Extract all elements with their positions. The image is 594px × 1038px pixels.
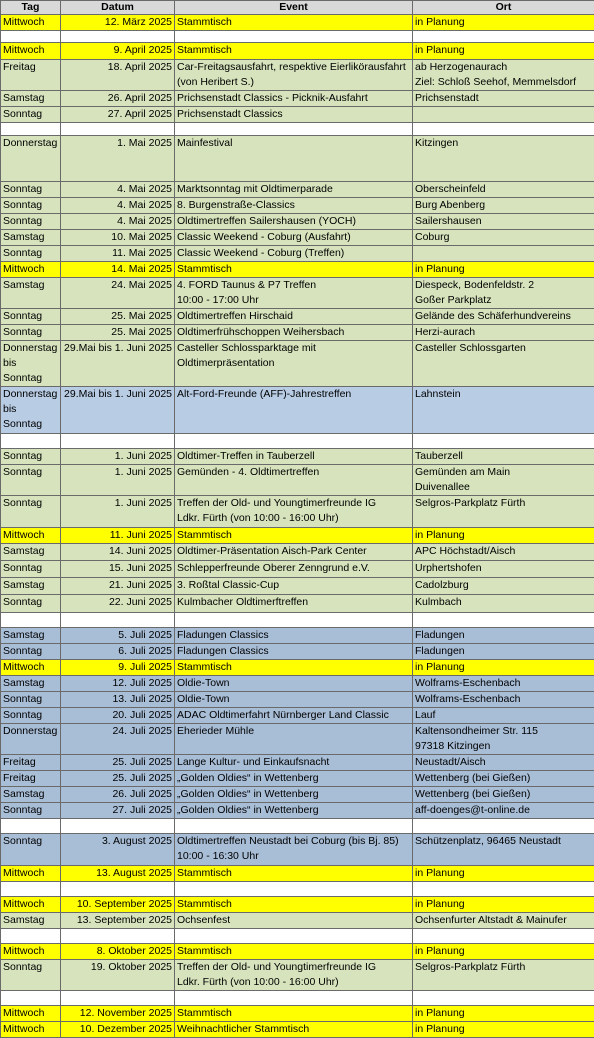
cell-event: Schlepperfreunde Oberer Zenngrund e.V. [175,561,413,578]
table-row [1,595,594,613]
cell-ort: aff-doenges@t-online.de [413,803,594,819]
cell-tag [1,819,61,834]
cell-ort: in Planung [413,1006,594,1022]
cell-ort: Selgros-Parkplatz Fürth [413,960,594,991]
table-row [1,1006,594,1022]
table-row [1,834,594,866]
cell-event: Stammtisch [175,528,413,544]
cell-ort: Diespeck, Bodenfeldstr. 2 Goßer Parkplatz [413,278,594,309]
cell-ort: in Planung [413,1022,594,1038]
table-row [1,246,594,262]
cell-datum: 25. Juli 2025 [61,771,175,787]
table-row [1,278,594,309]
cell-tag: Donnerstag [1,136,61,182]
cell-datum [61,929,175,944]
cell-event: Prichsenstadt Classics - Picknik-Ausfahrt [175,91,413,107]
cell-event: 4. FORD Taunus & P7 Treffen 10:00 - 17:00 Uhr [175,278,413,309]
cell-tag: Samstag [1,676,61,692]
cell-datum: 14. Juni 2025 [61,544,175,561]
cell-datum: 13. August 2025 [61,866,175,882]
cell-tag: Samstag [1,787,61,803]
table-row [1,866,594,882]
table-row [1,107,594,123]
cell-event: Oldtimertreffen Sailershausen (YOCH) [175,214,413,230]
cell-event: Stammtisch [175,897,413,913]
cell-event: 8. Burgenstraße-Classics [175,198,413,214]
cell-tag: Sonntag [1,496,61,528]
cell-ort: Wolframs-Eschenbach [413,676,594,692]
table-row [1,325,594,341]
cell-datum: 10. Dezember 2025 [61,1022,175,1038]
cell-datum: 24. Juli 2025 [61,724,175,755]
cell-event: „Golden Oldies“ in Wettenberg [175,771,413,787]
cell-tag: Sonntag [1,595,61,613]
cell-event: Stammtisch [175,866,413,882]
cell-event: Stammtisch [175,1006,413,1022]
cell-datum: 29.Mai bis 1. Juni 2025 [61,387,175,434]
cell-event [175,991,413,1006]
cell-event [175,929,413,944]
table-row [1,628,594,644]
table-row [1,708,594,724]
table-row [1,882,594,897]
cell-datum: 12. Juli 2025 [61,676,175,692]
cell-tag: Sonntag [1,708,61,724]
cell-event: Weihnachtlicher Stammtisch [175,1022,413,1038]
table-row [1,214,594,230]
cell-event [175,31,413,43]
table-row [1,387,594,434]
cell-datum: 19. Oktober 2025 [61,960,175,991]
cell-ort: Lahnstein [413,387,594,434]
cell-event: Classic Weekend - Coburg (Ausfahrt) [175,230,413,246]
cell-tag: Mittwoch [1,1006,61,1022]
cell-tag: Mittwoch [1,944,61,960]
cell-tag: Samstag [1,230,61,246]
table-row [1,660,594,676]
cell-datum: 11. Juni 2025 [61,528,175,544]
cell-datum: 4. Mai 2025 [61,198,175,214]
cell-ort: Herzi-aurach [413,325,594,341]
cell-ort: Fladungen [413,628,594,644]
cell-ort: Neustadt/Aisch [413,755,594,771]
cell-ort: Casteller Schlossgarten [413,341,594,387]
cell-datum: 25. Mai 2025 [61,309,175,325]
cell-ort: Gelände des Schäferhundvereins [413,309,594,325]
cell-event: Stammtisch [175,43,413,60]
cell-ort: Kaltensondheimer Str. 115 97318 Kitzingen [413,724,594,755]
cell-ort: APC Höchstadt/Aisch [413,544,594,561]
cell-ort: ab Herzogenaurach Ziel: Schloß Seehof, Memmelsdorf [413,60,594,91]
cell-tag: Sonntag [1,644,61,660]
cell-event: Fladungen Classics [175,644,413,660]
header-tag: Tag [1,1,61,15]
cell-event: Stammtisch [175,944,413,960]
cell-event: Oldtimerfrühschoppen Weihersbach [175,325,413,341]
cell-event [175,123,413,136]
cell-datum: 4. Mai 2025 [61,182,175,198]
cell-datum: 5. Juli 2025 [61,628,175,644]
cell-ort: in Planung [413,43,594,60]
cell-tag: Mittwoch [1,660,61,676]
cell-tag: Mittwoch [1,15,61,31]
cell-event: Ochsenfest [175,913,413,929]
cell-datum: 1. Juni 2025 [61,465,175,496]
cell-tag: Sonntag [1,198,61,214]
cell-tag: Freitag [1,60,61,91]
table-row [1,929,594,944]
cell-tag: Samstag [1,278,61,309]
cell-ort: Lauf [413,708,594,724]
cell-ort: Schützenplatz, 96465 Neustadt [413,834,594,866]
table-row [1,613,594,628]
cell-datum: 10. September 2025 [61,897,175,913]
cell-ort: Urphertshofen [413,561,594,578]
cell-event [175,882,413,897]
cell-event: Marktsonntag mit Oldtimerparade [175,182,413,198]
cell-datum: 21. Juni 2025 [61,578,175,595]
table-row [1,787,594,803]
cell-ort: Kulmbach [413,595,594,613]
cell-tag: Sonntag [1,246,61,262]
cell-datum: 1. Mai 2025 [61,136,175,182]
cell-tag: Sonntag [1,465,61,496]
cell-event: „Golden Oldies“ in Wettenberg [175,803,413,819]
cell-tag: Mittwoch [1,866,61,882]
cell-event [175,613,413,628]
table-row [1,755,594,771]
cell-datum: 18. April 2025 [61,60,175,91]
table-row [1,15,594,31]
cell-ort: Fladungen [413,644,594,660]
cell-ort [413,123,594,136]
cell-ort: in Planung [413,866,594,882]
cell-datum: 13. September 2025 [61,913,175,929]
cell-tag [1,991,61,1006]
cell-datum: 26. Juli 2025 [61,787,175,803]
cell-tag: Sonntag [1,325,61,341]
cell-tag: Sonntag [1,107,61,123]
cell-datum: 1. Juni 2025 [61,449,175,465]
cell-tag [1,613,61,628]
cell-tag: Sonntag [1,834,61,866]
table-row [1,724,594,755]
cell-event: Oldtimer-Präsentation Aisch-Park Center [175,544,413,561]
cell-event: 3. Roßtal Classic-Cup [175,578,413,595]
table-row [1,991,594,1006]
cell-datum: 13. Juli 2025 [61,692,175,708]
cell-tag: Mittwoch [1,1022,61,1038]
cell-datum: 1. Juni 2025 [61,496,175,528]
cell-tag: Mittwoch [1,43,61,60]
cell-datum: 12. März 2025 [61,15,175,31]
cell-datum: 12. November 2025 [61,1006,175,1022]
cell-ort [413,613,594,628]
header-ort: Ort [413,1,594,15]
cell-event [175,434,413,449]
cell-tag: Sonntag [1,692,61,708]
cell-event: Oldie-Town [175,692,413,708]
table-row [1,561,594,578]
header-row [1,1,594,15]
table-row [1,182,594,198]
table-row [1,960,594,991]
cell-event: Alt-Ford-Freunde (AFF)-Jahrestreffen [175,387,413,434]
cell-datum [61,434,175,449]
cell-datum: 15. Juni 2025 [61,561,175,578]
cell-ort: in Planung [413,528,594,544]
cell-tag: Mittwoch [1,262,61,278]
cell-tag: Samstag [1,544,61,561]
cell-datum: 25. Juli 2025 [61,755,175,771]
cell-datum: 10. Mai 2025 [61,230,175,246]
cell-event: Casteller Schlossparktage mit Oldtimerpräsentation [175,341,413,387]
cell-datum: 29.Mai bis 1. Juni 2025 [61,341,175,387]
cell-datum: 6. Juli 2025 [61,644,175,660]
cell-datum [61,819,175,834]
table-row [1,578,594,595]
cell-tag: Samstag [1,628,61,644]
cell-tag: Sonntag [1,449,61,465]
cell-tag: Sonntag [1,182,61,198]
cell-datum: 27. April 2025 [61,107,175,123]
table-row [1,803,594,819]
cell-ort: Sailershausen [413,214,594,230]
cell-datum: 22. Juni 2025 [61,595,175,613]
table-row [1,676,594,692]
cell-event: Lange Kultur- und Einkaufsnacht [175,755,413,771]
cell-event [175,819,413,834]
cell-ort: Tauberzell [413,449,594,465]
table-row [1,136,594,182]
table-row [1,341,594,387]
cell-tag: Mittwoch [1,897,61,913]
cell-ort: Kitzingen [413,136,594,182]
table-row [1,198,594,214]
table-row [1,309,594,325]
cell-ort: Wettenberg (bei Gießen) [413,771,594,787]
header-datum: Datum [61,1,175,15]
table-row [1,897,594,913]
cell-event: Oldtimer-Treffen in Tauberzell [175,449,413,465]
cell-event: Treffen der Old- und Youngtimerfreunde IG Ldkr. Fürth (von 10:00 - 16:00 Uhr) [175,960,413,991]
cell-tag: Donnerstag bis Sonntag [1,387,61,434]
cell-datum: 27. Juli 2025 [61,803,175,819]
cell-ort [413,882,594,897]
cell-tag: Freitag [1,771,61,787]
cell-event: Fladungen Classics [175,628,413,644]
cell-event: Stammtisch [175,262,413,278]
header-event: Event [175,1,413,15]
cell-datum: 20. Juli 2025 [61,708,175,724]
cell-ort [413,434,594,449]
table-row [1,60,594,91]
cell-datum: 9. April 2025 [61,43,175,60]
cell-ort: Ochsenfurter Altstadt & Mainufer [413,913,594,929]
cell-datum: 25. Mai 2025 [61,325,175,341]
table-row [1,230,594,246]
table-row [1,43,594,60]
cell-event: Car-Freitagsausfahrt, respektive Eierlikörausfahrt (von Heribert S.) [175,60,413,91]
table-row [1,819,594,834]
cell-tag: Sonntag [1,309,61,325]
cell-ort: Wolframs-Eschenbach [413,692,594,708]
cell-ort: Selgros-Parkplatz Fürth [413,496,594,528]
cell-tag: Freitag [1,755,61,771]
cell-ort: Coburg [413,230,594,246]
cell-datum [61,882,175,897]
cell-event: Kulmbacher Oldtimerftreffen [175,595,413,613]
cell-event: Prichsenstadt Classics [175,107,413,123]
cell-event: Stammtisch [175,660,413,676]
cell-datum: 9. Juli 2025 [61,660,175,676]
cell-datum: 24. Mai 2025 [61,278,175,309]
table-row [1,449,594,465]
table-row [1,644,594,660]
cell-datum: 8. Oktober 2025 [61,944,175,960]
cell-tag: Samstag [1,91,61,107]
cell-ort: in Planung [413,262,594,278]
table-row [1,91,594,107]
table-row [1,944,594,960]
cell-ort [413,991,594,1006]
cell-event: Oldtimertreffen Neustadt bei Coburg (bis Bj. 85) 10:00 - 16:30 Uhr [175,834,413,866]
cell-datum: 11. Mai 2025 [61,246,175,262]
cell-tag: Samstag [1,578,61,595]
cell-tag: Sonntag [1,561,61,578]
cell-tag [1,123,61,136]
table-row [1,123,594,136]
cell-ort [413,107,594,123]
cell-tag: Samstag [1,913,61,929]
table-row [1,31,594,43]
cell-ort: Prichsenstadt [413,91,594,107]
cell-datum: 14. Mai 2025 [61,262,175,278]
cell-ort [413,819,594,834]
cell-event: Eherieder Mühle [175,724,413,755]
table-row [1,434,594,449]
table-row [1,771,594,787]
cell-datum: 3. August 2025 [61,834,175,866]
cell-event: „Golden Oldies“ in Wettenberg [175,787,413,803]
cell-event: Classic Weekend - Coburg (Treffen) [175,246,413,262]
cell-datum [61,123,175,136]
cell-tag: Mittwoch [1,528,61,544]
cell-ort: in Planung [413,944,594,960]
cell-tag: Donnerstag bis Sonntag [1,341,61,387]
cell-datum [61,31,175,43]
cell-ort: Wettenberg (bei Gießen) [413,787,594,803]
table-row [1,1022,594,1038]
cell-ort [413,31,594,43]
cell-event: Gemünden - 4. Oldtimertreffen [175,465,413,496]
cell-tag: Sonntag [1,214,61,230]
cell-ort: Cadolzburg [413,578,594,595]
cell-event: ADAC Oldtimerfahrt Nürnberger Land Classic [175,708,413,724]
cell-tag [1,31,61,43]
cell-datum: 4. Mai 2025 [61,214,175,230]
table-row [1,496,594,528]
cell-ort [413,929,594,944]
cell-datum: 26. April 2025 [61,91,175,107]
cell-tag [1,434,61,449]
cell-tag: Donnerstag [1,724,61,755]
cell-event: Oldie-Town [175,676,413,692]
cell-event: Oldtimertreffen Hirschaid [175,309,413,325]
cell-ort: in Planung [413,15,594,31]
table-row [1,544,594,561]
table-row [1,262,594,278]
cell-tag [1,882,61,897]
cell-event: Mainfestival [175,136,413,182]
cell-event: Stammtisch [175,15,413,31]
cell-ort: in Planung [413,660,594,676]
cell-tag [1,929,61,944]
cell-event: Treffen der Old- und Youngtimerfreunde IG Ldkr. Fürth (von 10:00 - 16:00 Uhr) [175,496,413,528]
table-row [1,528,594,544]
cell-datum [61,613,175,628]
cell-tag: Sonntag [1,803,61,819]
cell-tag: Sonntag [1,960,61,991]
cell-ort: Burg Abenberg [413,198,594,214]
cell-ort: Gemünden am Main Duivenallee [413,465,594,496]
cell-ort: Oberscheinfeld [413,182,594,198]
cell-ort [413,246,594,262]
cell-ort: in Planung [413,897,594,913]
table-row [1,692,594,708]
table-row [1,465,594,496]
table-row [1,913,594,929]
cell-datum [61,991,175,1006]
